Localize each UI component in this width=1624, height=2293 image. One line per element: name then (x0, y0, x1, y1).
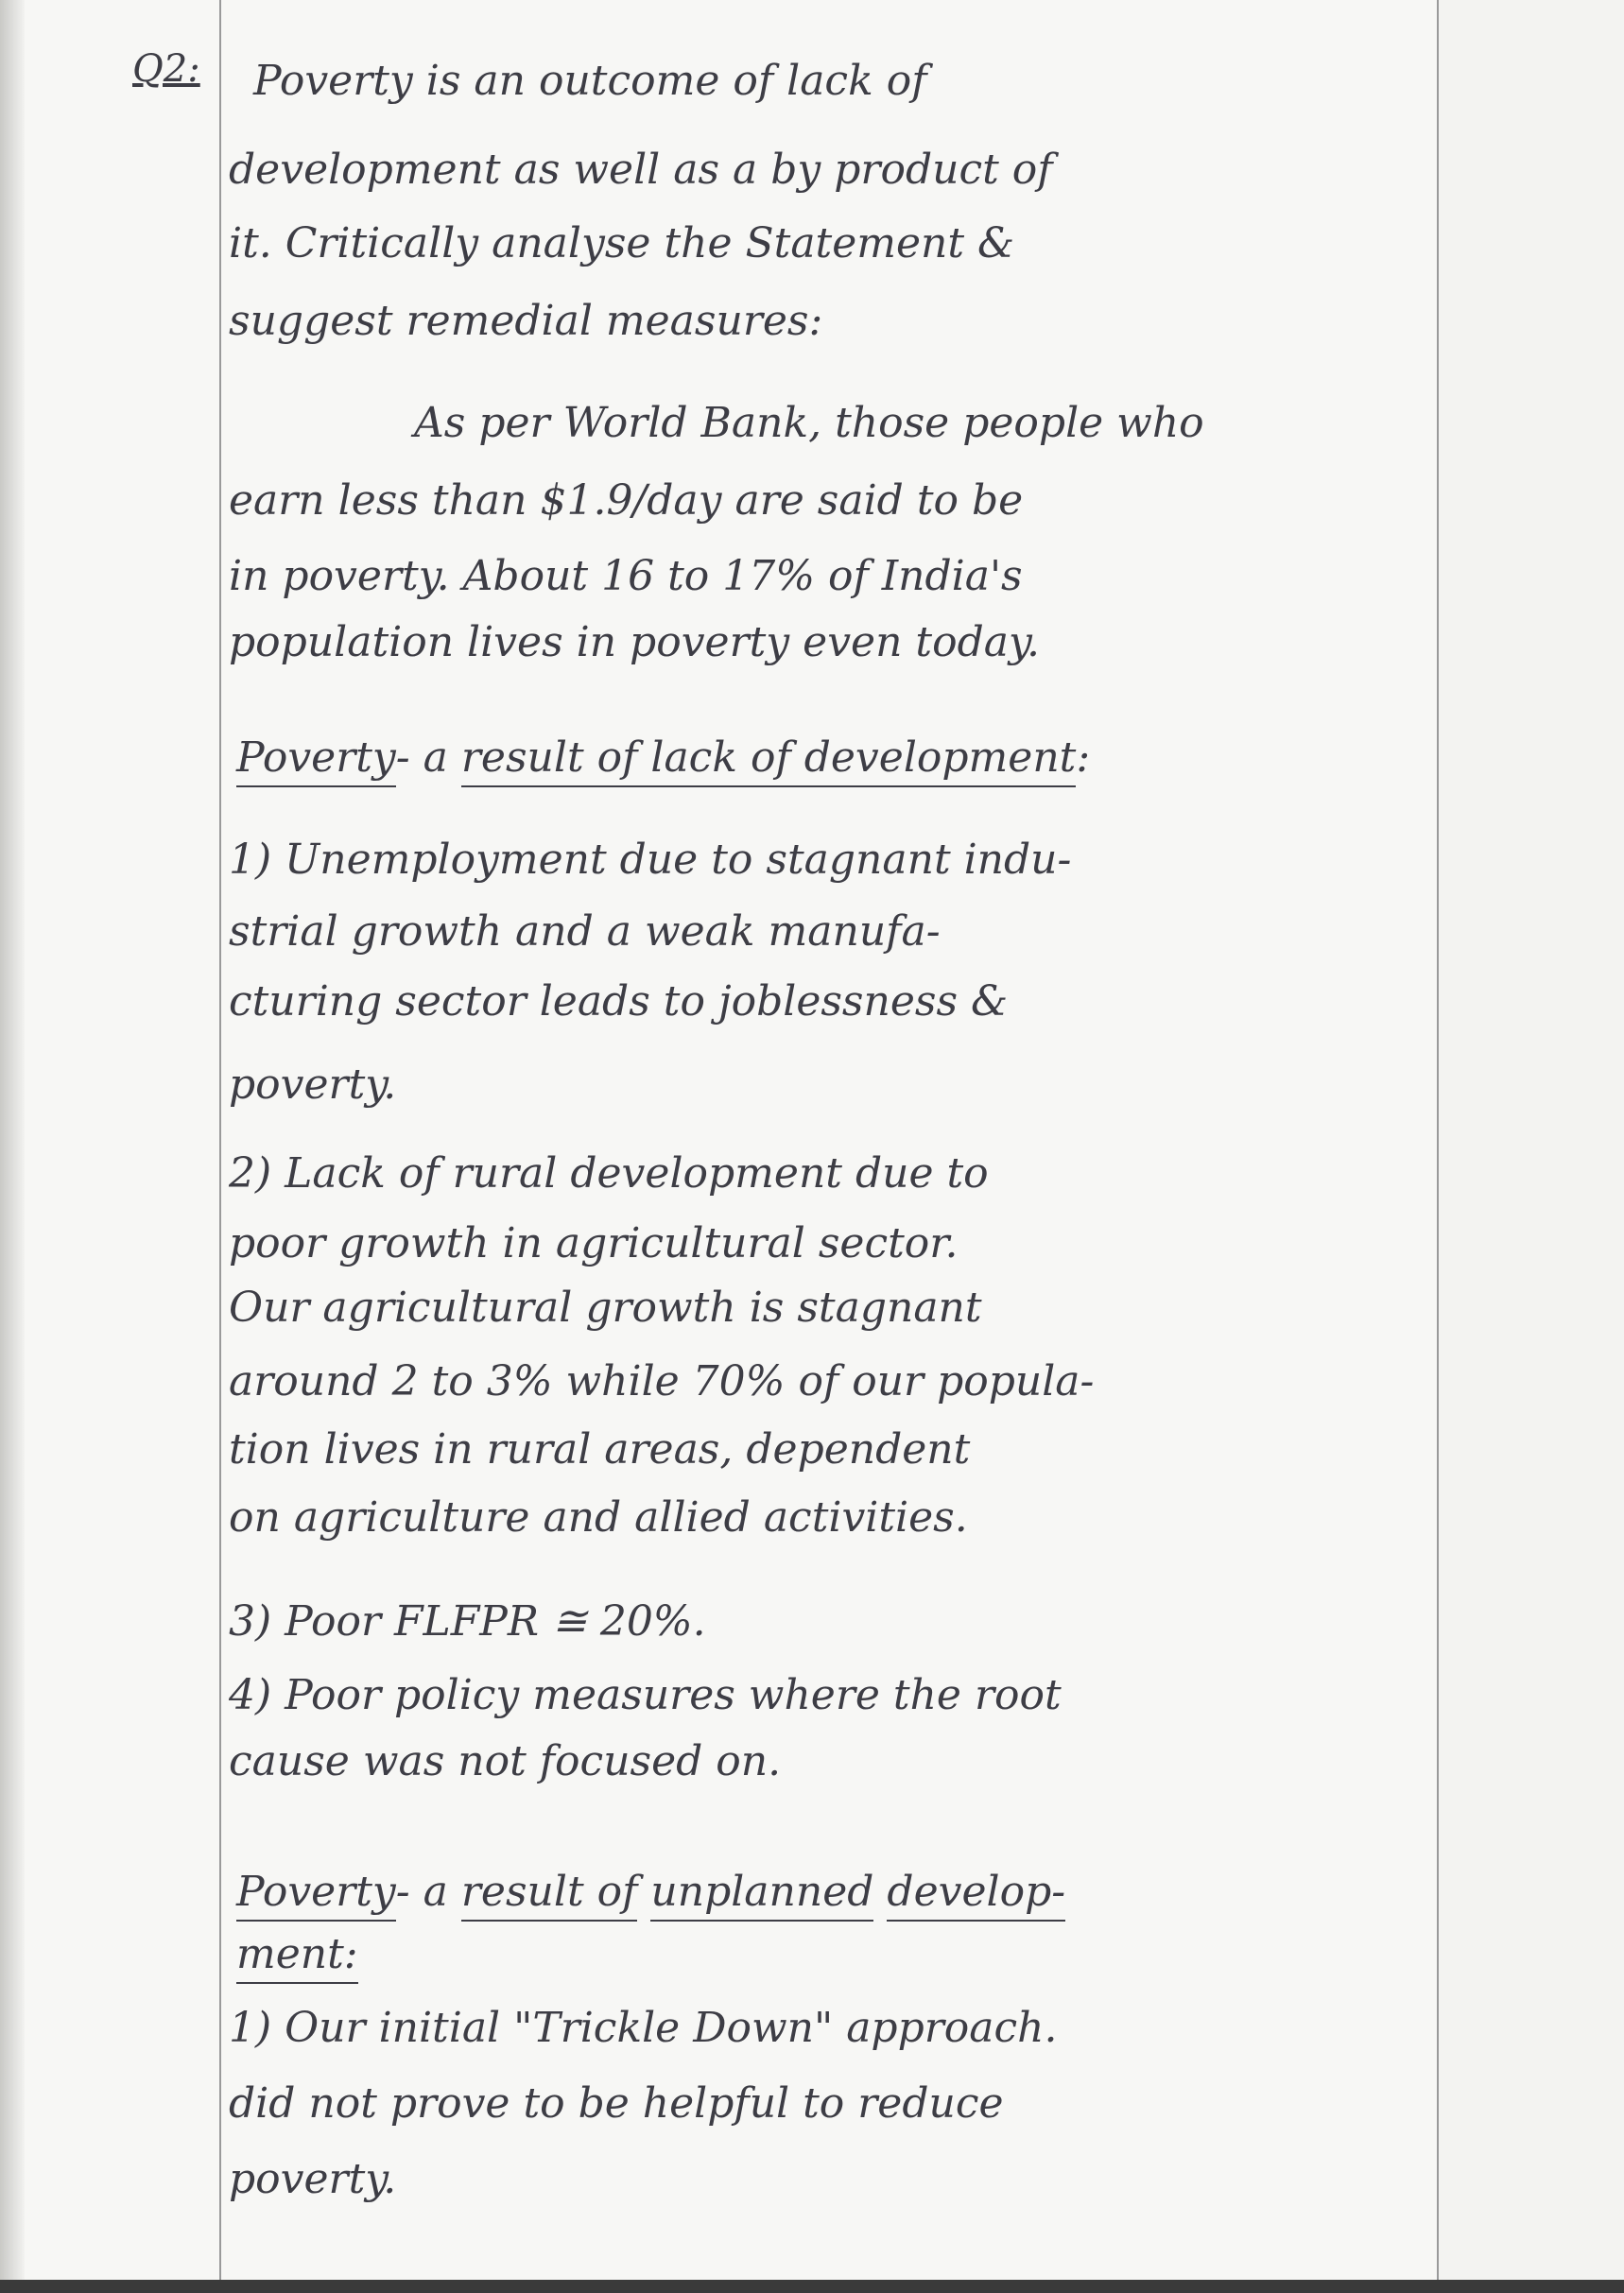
section2-heading-cont (236, 1926, 358, 1983)
intro-line: population lives in poverty even today. (229, 618, 1040, 666)
section1-line: 2) Lack of rural development due to (229, 1149, 989, 1198)
right-margin-rule (1437, 0, 1439, 2293)
page-bottom-edge (0, 2280, 1624, 2293)
section1-heading-word: Poverty (236, 733, 396, 787)
section1-line: 1) Unemployment due to stagnant indu- (229, 836, 1072, 884)
section1-heading-rest: result of lack of development (461, 733, 1076, 787)
section2-heading-result: result of (461, 1868, 638, 1922)
section1-line: poor growth in agricultural sector. (229, 1219, 959, 1267)
section1-line: tion lives in rural areas, dependent (229, 1425, 971, 1474)
question-line: development as well as a by product of (229, 146, 1053, 194)
intro-line: As per World Bank, those people who (414, 399, 1204, 447)
section1-heading-colon: : (1076, 733, 1091, 782)
right-margin-area (1439, 0, 1624, 2293)
section2-heading-unplanned: unplanned (650, 1868, 873, 1922)
section1-line: 4) Poor policy measures where the root (229, 1671, 1062, 1719)
section2-heading-word: Poverty (236, 1868, 396, 1922)
question-line: Poverty is an outcome of lack of (253, 57, 927, 105)
section1-line: 3) Poor FLFPR ≅ 20%. (229, 1597, 706, 1646)
section2-heading-dash: - a (395, 1868, 448, 1916)
section2-heading-line2: ment: (236, 1930, 358, 1984)
section1-heading (236, 730, 1090, 786)
section2-line: did not prove to be helpful to reduce (229, 2079, 1004, 2128)
section1-line: cturing sector leads to joblessness & (229, 977, 1009, 1026)
question-line: suggest remedial measures: (229, 297, 823, 345)
section1-line: on agriculture and allied activities. (229, 1493, 968, 1542)
section1-line: Our agricultural growth is stagnant (229, 1284, 982, 1332)
section2-line: 1) Our initial "Trickle Down" approach. (229, 2004, 1058, 2052)
intro-line: in poverty. About 16 to 17% of India's (229, 552, 1023, 600)
section1-line: around 2 to 3% while 70% of our popula- (229, 1357, 1095, 1405)
section2-heading-develop: develop- (887, 1868, 1065, 1922)
page-shadow (0, 0, 25, 2293)
intro-line: earn less than $1.9/day are said to be (229, 476, 1024, 525)
section1-line: cause was not focused on. (229, 1737, 782, 1785)
section2-heading (236, 1864, 1065, 1921)
question-line: it. Critically analyse the Statement & (229, 219, 1015, 267)
left-margin-rule (219, 0, 221, 2293)
section1-line: strial growth and a weak manufa- (229, 907, 941, 956)
section1-line: poverty. (229, 1060, 397, 1109)
section2-line: poverty. (229, 2155, 397, 2203)
question-number: Q2: (132, 47, 200, 91)
section1-heading-dash: - a (395, 733, 448, 782)
